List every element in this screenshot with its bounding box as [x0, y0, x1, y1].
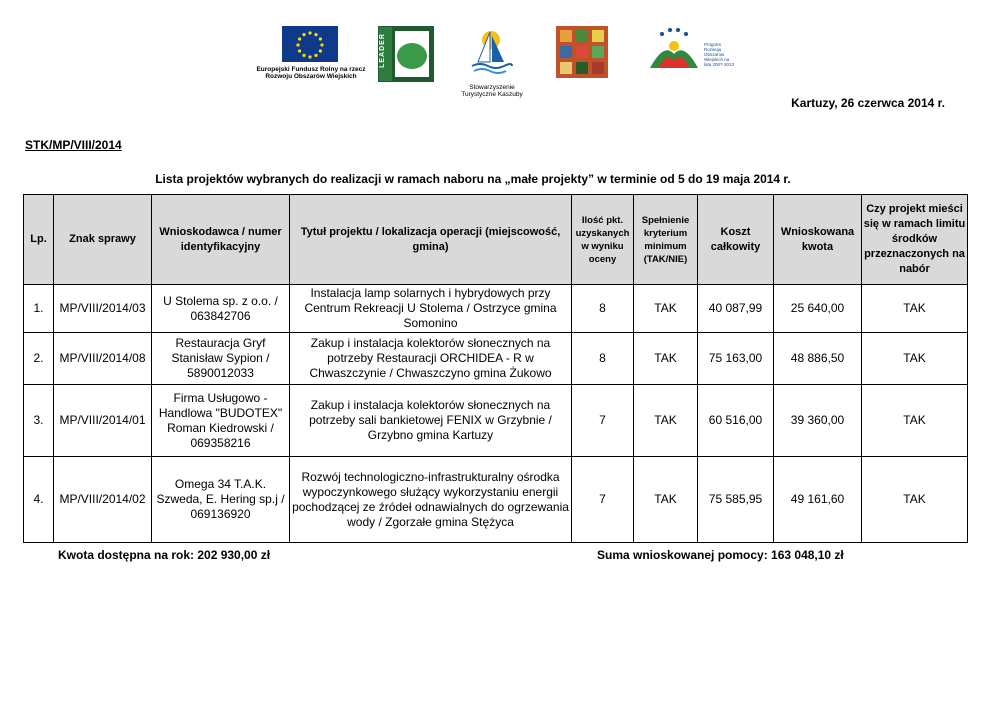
cell-wnioskodawca: U Stolema sp. z o.o. / 063842706 [152, 285, 290, 333]
cell-limit: TAK [862, 333, 968, 385]
cell-spelnienie: TAK [634, 333, 698, 385]
available-amount: Kwota dostępna na rok: 202 930,00 zł [58, 548, 271, 562]
table-row [24, 385, 968, 457]
cell-znak: MP/VIII/2014/01 [54, 385, 152, 457]
cell-kwota: 25 640,00 [774, 285, 862, 333]
leader-logo [378, 26, 434, 82]
table-row [24, 333, 968, 385]
cell-pkt: 8 [572, 285, 634, 333]
cell-wnioskodawca: Firma Usługowo - Handlowa "BUDOTEX" Roman Kiedrowski / 069358216 [152, 385, 290, 457]
table-row [24, 457, 968, 543]
cell-koszt: 60 516,00 [698, 385, 774, 457]
cell-lp: 3. [24, 385, 54, 457]
header-kwota: Wnioskowana kwota [774, 195, 862, 285]
prow-logo-caption: Program Rozwoju Obszarów Wiejskich na lata 2007-2013 [704, 42, 735, 67]
table-row [24, 285, 968, 333]
prow-logo [644, 24, 704, 78]
cell-koszt: 40 087,99 [698, 285, 774, 333]
document-code: STK/MP/VIII/2014 [25, 138, 122, 152]
cell-wnioskodawca: Restauracja Gryf Stanisław Sypion / 5890012033 [152, 333, 290, 385]
sailboat-logo [466, 26, 516, 76]
cell-spelnienie: TAK [634, 285, 698, 333]
projects-table [23, 194, 968, 543]
cell-lp: 1. [24, 285, 54, 333]
cell-kwota: 48 886,50 [774, 333, 862, 385]
document-heading: Lista projektów wybranych do realizacji w ramach naboru na „małe projekty” w terminie od 5 do 19 maja 2014 r. [155, 172, 791, 186]
cell-znak: MP/VIII/2014/08 [54, 333, 152, 385]
cell-lp: 2. [24, 333, 54, 385]
cell-znak: MP/VIII/2014/02 [54, 457, 152, 543]
cell-spelnienie: TAK [634, 457, 698, 543]
header-wnioskodawca: Wnioskodawca / numer identyfikacyjny [152, 195, 290, 285]
cell-kwota: 49 161,60 [774, 457, 862, 543]
eu-flag-logo [282, 26, 338, 62]
cell-znak: MP/VIII/2014/03 [54, 285, 152, 333]
cell-limit: TAK [862, 385, 968, 457]
date-line: Kartuzy, 26 czerwca 2014 r. [791, 96, 945, 110]
cell-wnioskodawca: Omega 34 T.A.K. Szweda, E. Hering sp.j / 069136920 [152, 457, 290, 543]
cell-lp: 4. [24, 457, 54, 543]
header-spelnienie: Spełnienie kryterium minimum (TAK/NIE) [634, 195, 698, 285]
cell-spelnienie: TAK [634, 385, 698, 457]
header-ilosc-pkt: Ilość pkt. uzyskanych w wyniku oceny [572, 195, 634, 285]
leader-logo-text: LEADER [378, 33, 386, 68]
header-lp: Lp. [24, 195, 54, 285]
cell-kwota: 39 360,00 [774, 385, 862, 457]
header-koszt: Koszt całkowity [698, 195, 774, 285]
cell-limit: TAK [862, 457, 968, 543]
cell-limit: TAK [862, 285, 968, 333]
eu-logo-caption: Europejski Fundusz Rolny na rzecz Rozwoju Obszarów Wiejskich [256, 66, 366, 80]
cell-tytul: Zakup i instalacja kolektorów słonecznych na potrzeby sali bankietowej FENIX w Grzybnie / Grzybno gmina Kartuzy [290, 385, 572, 457]
logo-strip [0, 22, 992, 98]
cell-tytul: Instalacja lamp solarnych i hybrydowych przy Centrum Rekreacji U Stolema / Ostrzyce gmina Somonino [290, 285, 572, 333]
cell-pkt: 7 [572, 457, 634, 543]
cell-pkt: 8 [572, 333, 634, 385]
requested-sum: Suma wnioskowanej pomocy: 163 048,10 zł [597, 548, 844, 562]
header-znak: Znak sprawy [54, 195, 152, 285]
cell-koszt: 75 585,95 [698, 457, 774, 543]
cell-pkt: 7 [572, 385, 634, 457]
header-limit: Czy projekt mieści się w ramach limitu środków przeznaczonych na nabór [862, 195, 968, 285]
folk-mosaic-logo [556, 26, 608, 78]
cell-tytul: Zakup i instalacja kolektorów słonecznych na potrzeby Restauracji ORCHIDEA - R w Chwaszczynie / Chwaszczyno gmina Żukowo [290, 333, 572, 385]
cell-tytul: Rozwój technologiczno-infrastrukturalny ośrodka wypoczynkowego służący wykorzystaniu energii pochodzącej ze źródeł odnawialnych do ogrzewania wody / Zgorzałe gmina Stężyca [290, 457, 572, 543]
cell-koszt: 75 163,00 [698, 333, 774, 385]
sailboat-logo-caption: Stowarzyszenie Turystyczne Kaszuby [461, 84, 523, 98]
header-tytul: Tytuł projektu / lokalizacja operacji (miejscowość, gmina) [290, 195, 572, 285]
table-header-row [24, 195, 968, 285]
